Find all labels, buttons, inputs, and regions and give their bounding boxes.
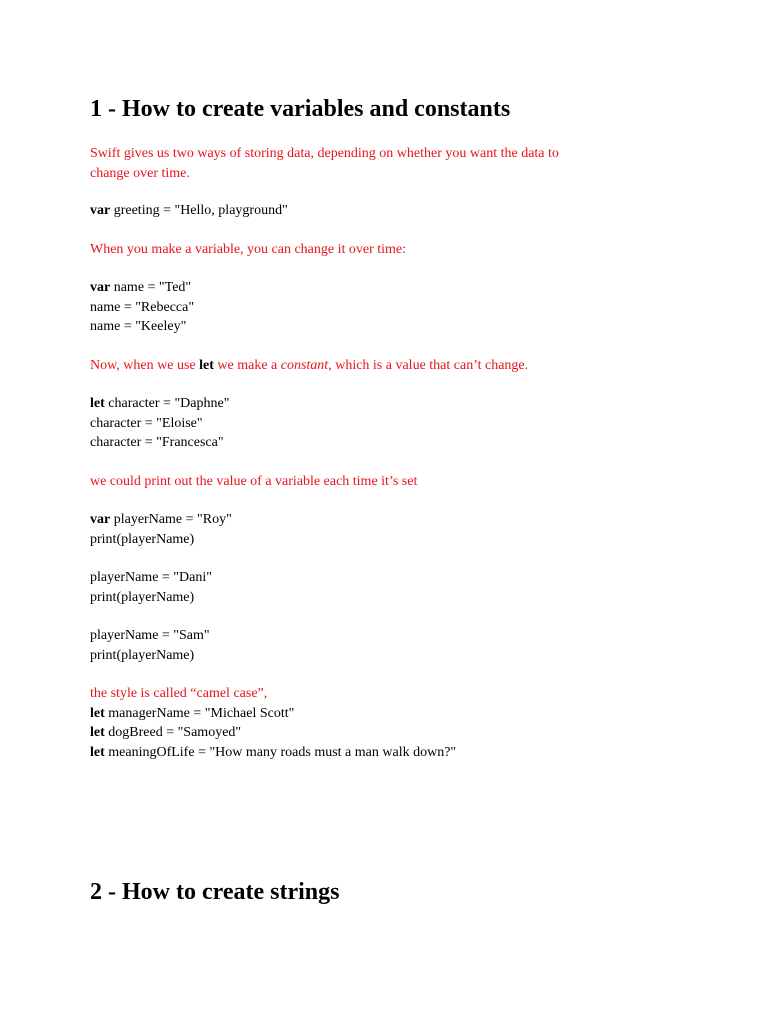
section-1-heading: 1 - How to create variables and constants bbox=[90, 96, 511, 122]
code-line: playerName = "Sam" bbox=[90, 628, 210, 643]
code-line: print(playerName) bbox=[90, 589, 195, 605]
code-text: greeting = "Hello, playground" bbox=[110, 203, 288, 218]
keyword: let bbox=[90, 744, 105, 760]
code-character-block bbox=[90, 394, 229, 453]
keyword: let bbox=[90, 725, 105, 740]
keyword: var bbox=[90, 203, 111, 218]
intro-line-2: change over time. bbox=[90, 165, 190, 181]
variable-note bbox=[90, 240, 406, 260]
note-text: Now, when we use bbox=[90, 358, 200, 373]
code-text: character = "Daphne" bbox=[104, 396, 230, 411]
note-line: we could print out the value of a variable each time it’s set bbox=[90, 474, 418, 489]
note-line bbox=[90, 356, 528, 376]
code-line bbox=[90, 723, 456, 743]
section-2-heading: 2 - How to create strings bbox=[90, 879, 340, 905]
note-text: we make a bbox=[213, 358, 281, 373]
print-note bbox=[90, 472, 417, 492]
code-line: name = "Keeley" bbox=[90, 319, 187, 334]
code-line: name = "Rebecca" bbox=[90, 299, 195, 315]
keyword: let bbox=[199, 358, 214, 373]
code-line: character = "Eloise" bbox=[90, 415, 203, 431]
camel-case-block bbox=[90, 684, 456, 762]
code-text: name = "Ted" bbox=[110, 280, 192, 295]
code-line bbox=[90, 704, 456, 724]
keyword: let bbox=[90, 705, 105, 721]
code-text: meaningOfLife = "How many roads must a man walk down?" bbox=[104, 744, 457, 760]
code-greeting bbox=[90, 201, 288, 221]
code-line: print(playerName) bbox=[90, 531, 195, 547]
constant-note bbox=[90, 356, 528, 376]
emphasis-text: constant bbox=[280, 358, 329, 373]
code-line bbox=[90, 510, 232, 530]
keyword: var bbox=[90, 280, 111, 295]
code-text: playerName = "Roy" bbox=[110, 512, 232, 527]
code-line: character = "Francesca" bbox=[90, 435, 224, 450]
code-player-roy bbox=[90, 510, 232, 549]
code-text: managerName = "Michael Scott" bbox=[104, 705, 295, 721]
keyword: var bbox=[90, 512, 111, 527]
code-line: playerName = "Dani" bbox=[90, 570, 212, 585]
code-name-block bbox=[90, 278, 194, 337]
note-line: When you make a variable, you can change it over time: bbox=[90, 242, 407, 257]
code-player-dani bbox=[90, 568, 212, 607]
code-line: print(playerName) bbox=[90, 647, 195, 663]
code-text: dogBreed = "Samoyed" bbox=[104, 725, 242, 740]
code-line bbox=[90, 201, 288, 221]
code-line bbox=[90, 278, 194, 298]
code-line bbox=[90, 743, 456, 763]
note-text: , which is a value that can’t change. bbox=[328, 358, 529, 373]
note-line: the style is called “camel case”, bbox=[90, 686, 268, 701]
code-player-sam bbox=[90, 626, 210, 665]
intro-paragraph bbox=[90, 144, 559, 183]
intro-line-1: Swift gives us two ways of storing data, depending on whether you want the data to bbox=[90, 146, 559, 161]
code-line bbox=[90, 394, 229, 414]
keyword: let bbox=[90, 396, 105, 411]
